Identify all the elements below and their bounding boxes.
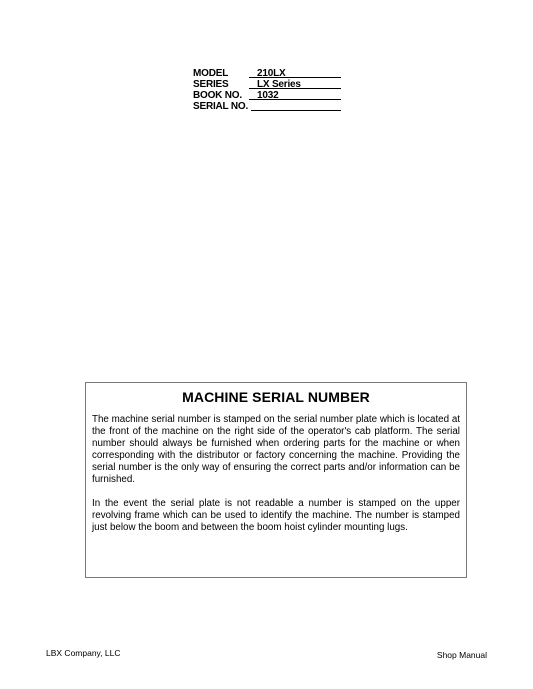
book-number-label: BOOK NO. [193,90,242,101]
book-number-row [193,90,343,101]
serial-number-blank [251,101,341,111]
series-row [193,79,343,90]
footer-company: LBX Company, LLC [46,648,121,658]
model-label: MODEL [193,68,229,79]
footer-manual-name: Shop Manual [436,650,487,660]
model-row [193,68,343,79]
machine-info-block [193,68,343,112]
model-value: 210LX [249,68,341,78]
serial-number-row [193,101,343,112]
serial-box-title: MACHINE SERIAL NUMBER [182,389,370,405]
serial-box-paragraph-1: The machine serial number is stamped on the serial number plate which is located at the front of the machine on the right side of the operator's cab platform. The serial number should always be furnished when ordering parts for the machine or when corresponding with the distributor or factory concerning the machine. Providing the serial number is the only way of ensuring the correct parts and/or information can be furnished. [92,414,460,485]
series-value: LX Series [249,79,341,89]
series-label: SERIES [193,79,229,90]
machine-serial-number-box [85,382,467,578]
serial-box-paragraph-2: In the event the serial plate is not readable a number is stamped on the upper revolving frame which can be used to identify the machine. The number is stamped just below the boom and between the boom hoist cylinder mounting lugs. [92,498,460,533]
book-number-value: 1032 [249,90,341,100]
serial-number-label: SERIAL NO. [193,101,249,112]
